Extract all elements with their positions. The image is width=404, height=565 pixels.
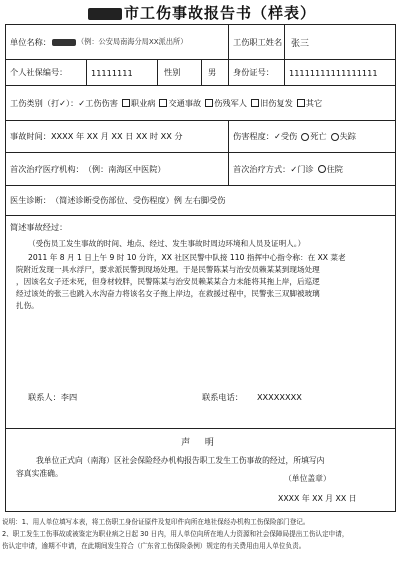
accident-time-label: 事故时间： (10, 131, 51, 141)
gender-label: 性别 (157, 60, 201, 85)
row-ids (6, 60, 395, 86)
radio-icon[interactable] (318, 165, 326, 173)
row-unit (6, 25, 395, 60)
diagnosis-label: 医生诊断： (10, 195, 51, 205)
unit-name-value[interactable]: （例：公安局南海分局XX派出所） (76, 37, 188, 46)
ssn-label: 个人社保编号： (10, 67, 68, 77)
worker-type-option[interactable]: 交通事故 (168, 97, 202, 108)
narrative-line: ，因该名女子还未死，但身材较胖，民警陈某与治安员赖某某合力未能将其拖上岸，后巡逻 (16, 277, 320, 286)
checkbox-icon[interactable] (251, 99, 259, 107)
severity-option[interactable]: ✓受伤 (273, 131, 298, 141)
diagnosis-value[interactable]: （简述诊断受伤部位、受伤程度）例 左右脚受伤 (50, 195, 226, 205)
hospital-label: 首次治疗医疗机构： (10, 163, 84, 174)
severity-option[interactable]: 死亡 (310, 131, 327, 141)
injured-name-label: 工伤职工姓名 (228, 25, 284, 59)
contact-label: 联系人： (28, 392, 61, 402)
treatment-cell (228, 153, 395, 185)
declaration-line: 我单位正式向（南海）区社会保险经办机构报告职工发生工伤事故的经过，所填写内 (36, 456, 325, 465)
hospital-cell (6, 153, 228, 185)
id-label: 身份证号： (228, 60, 284, 85)
redaction-mark (88, 8, 122, 20)
unit-name-label: 单位名称： (10, 36, 51, 47)
document-title: 市工伤事故报告书（样表） (0, 2, 404, 24)
narrative-line: 院附近发现一具水浮尸，要求派民警到现场处理。于是民警陈某与治安员赖某某到现场处理 (16, 265, 320, 274)
narrative-line: 2011 年 8 月 1 日上午 9 时 10 分许，XX 社区民警中队接 110 指挥中心指令称：在 XX 菜老 (28, 253, 346, 262)
row-worker-type (6, 86, 395, 121)
accident-time-value[interactable]: XXXX 年 XX 月 XX 日 XX 时 XX 分 (50, 131, 183, 141)
injured-name-value[interactable]: 张三 (284, 25, 395, 59)
worker-type-cell (6, 86, 395, 120)
hospital-value[interactable]: （例：南海区中医院） (83, 163, 166, 174)
row-declaration (6, 429, 395, 511)
severity-label: 伤害程度： (233, 131, 274, 141)
narrative-line: 经过该处的张三也跳入水沟奋力将该名女子拖上岸边，在救援过程中，民警张三双脚被玻璃 (16, 289, 320, 298)
declaration-title: 声 明 (181, 438, 220, 448)
worker-type-option[interactable]: 职业病 (130, 97, 156, 108)
seal-text: （单位盖章） (284, 474, 331, 483)
contact-field (28, 392, 77, 403)
radio-icon[interactable] (301, 133, 309, 141)
row-accident-time (6, 121, 395, 153)
checkbox-icon[interactable] (122, 99, 130, 107)
note-line: 2、职工发生工伤事故或被鉴定为职业病之日起 30 日内，用人单位向所在地人力资源和社会保障局提出工伤认定申请， (2, 530, 349, 538)
ssn-value[interactable]: 11111111 (86, 60, 157, 85)
narrative-line: 扎伤。 (16, 301, 39, 310)
phone-label: 联系电话： (202, 392, 243, 402)
note-line: 伤认定申请，逾期不申请，在此期间发生符合（广东省工伤保险条例）规定的有关费用由用人单位负责。 (2, 542, 306, 550)
row-hospital (6, 153, 395, 186)
treatment-option[interactable]: 住院 (326, 163, 343, 174)
row-diagnosis (6, 186, 395, 216)
worker-type-label: 工伤类别（打✓）： (10, 97, 79, 108)
radio-icon[interactable] (331, 133, 339, 141)
severity-option[interactable]: 失踪 (339, 131, 356, 141)
phone-field (202, 392, 302, 403)
row-narrative (6, 216, 395, 429)
checkbox-icon[interactable] (159, 99, 167, 107)
date-text: XXXX 年 XX 月 XX 日 (278, 494, 357, 503)
id-value[interactable]: 11111111111111111 (284, 60, 395, 85)
gender-value[interactable]: 男 (201, 60, 228, 85)
worker-type-option[interactable]: 其它 (305, 97, 323, 108)
treatment-label: 首次治疗方式： (233, 163, 291, 174)
declaration-line: 容真实准确。 (16, 469, 63, 478)
report-form (5, 24, 396, 512)
worker-type-option[interactable]: 旧伤复发 (260, 97, 293, 108)
phone-value[interactable]: XXXXXXXX (256, 392, 302, 402)
severity-cell (228, 121, 395, 152)
accident-time-cell (6, 121, 228, 152)
narrative-line: （受伤员工发生事故的时间、地点、经过、发生事故时周边环境和人员及证明人。） (28, 239, 306, 248)
narrative-label: 简述事故经过： (10, 222, 68, 232)
worker-type-option[interactable]: 伤残军人 (214, 97, 247, 108)
worker-type-option[interactable]: ✓工伤伤害 (78, 97, 118, 108)
redaction-mark (52, 39, 76, 46)
note-line: 说明：1、用人单位填写本表，将工伤职工身份证原件及复印件向所在地社保经办机构工伤保险部门登记。 (2, 518, 310, 526)
checkbox-icon[interactable] (205, 99, 213, 107)
treatment-option[interactable]: ✓门诊 (290, 163, 314, 174)
contact-value[interactable]: 李四 (60, 392, 78, 402)
diagnosis-cell (6, 186, 395, 215)
checkbox-icon[interactable] (297, 99, 305, 107)
unit-name-cell (6, 25, 228, 59)
